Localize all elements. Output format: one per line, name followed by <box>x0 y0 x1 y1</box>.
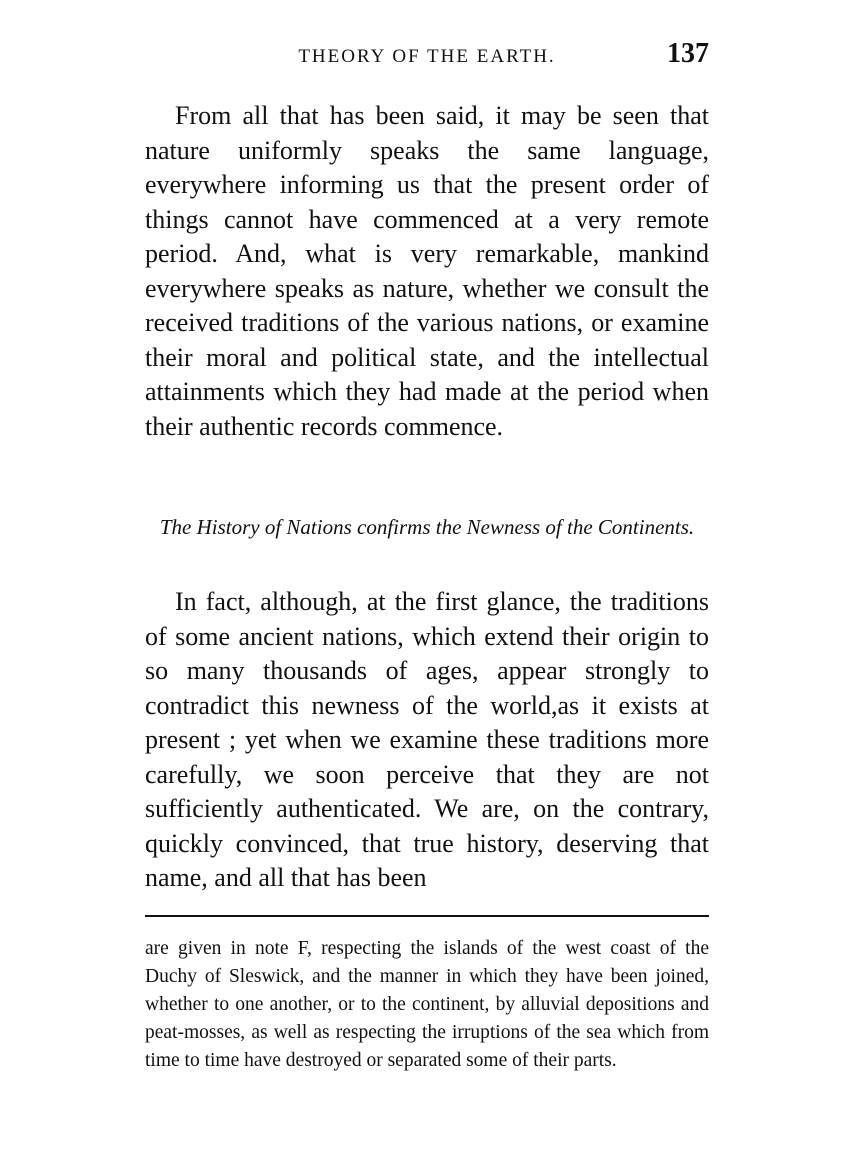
page-header <box>145 38 709 78</box>
section-heading: The History of Nations confirms the Newness of the Continents. <box>159 515 695 539</box>
footnote-text: are given in note F, respecting the islands of the west coast of the Duchy of Sleswick, and the manner in which they have been joined, whether to one another, or to the continent, by alluvial depositions and peat-mosses, as well as respecting the irruptions of the sea which from time to time have destroyed or separated some of their parts. <box>145 938 709 1071</box>
page-number: 137 <box>667 38 709 69</box>
footnote-divider <box>145 915 709 917</box>
body-paragraph-1: From all that has been said, it may be seen that nature uniformly speaks the same language, everywhere informing us that the present order of things cannot have commenced at a very remote period. And, what is very remarkable, mankind everywhere speaks as nature, whether we consult the received traditions of the various nations, or examine their moral and political state, and the intellectual attainments which they had made at the period when their authentic records commence. <box>145 101 709 441</box>
body-paragraph-2: In fact, although, at the first glance, the traditions of some ancient nations, which extend their origin to so many thousands of ages, appear strongly to contradict this newness of the world,as it exists at present ; yet when we examine these traditions more carefully, we soon perceive that they are not sufficiently authenticated. We are, on the contrary, quickly convinced, that true history, deserving that name, and all that has been <box>145 587 709 892</box>
running-title: THEORY OF THE EARTH. <box>298 46 556 67</box>
